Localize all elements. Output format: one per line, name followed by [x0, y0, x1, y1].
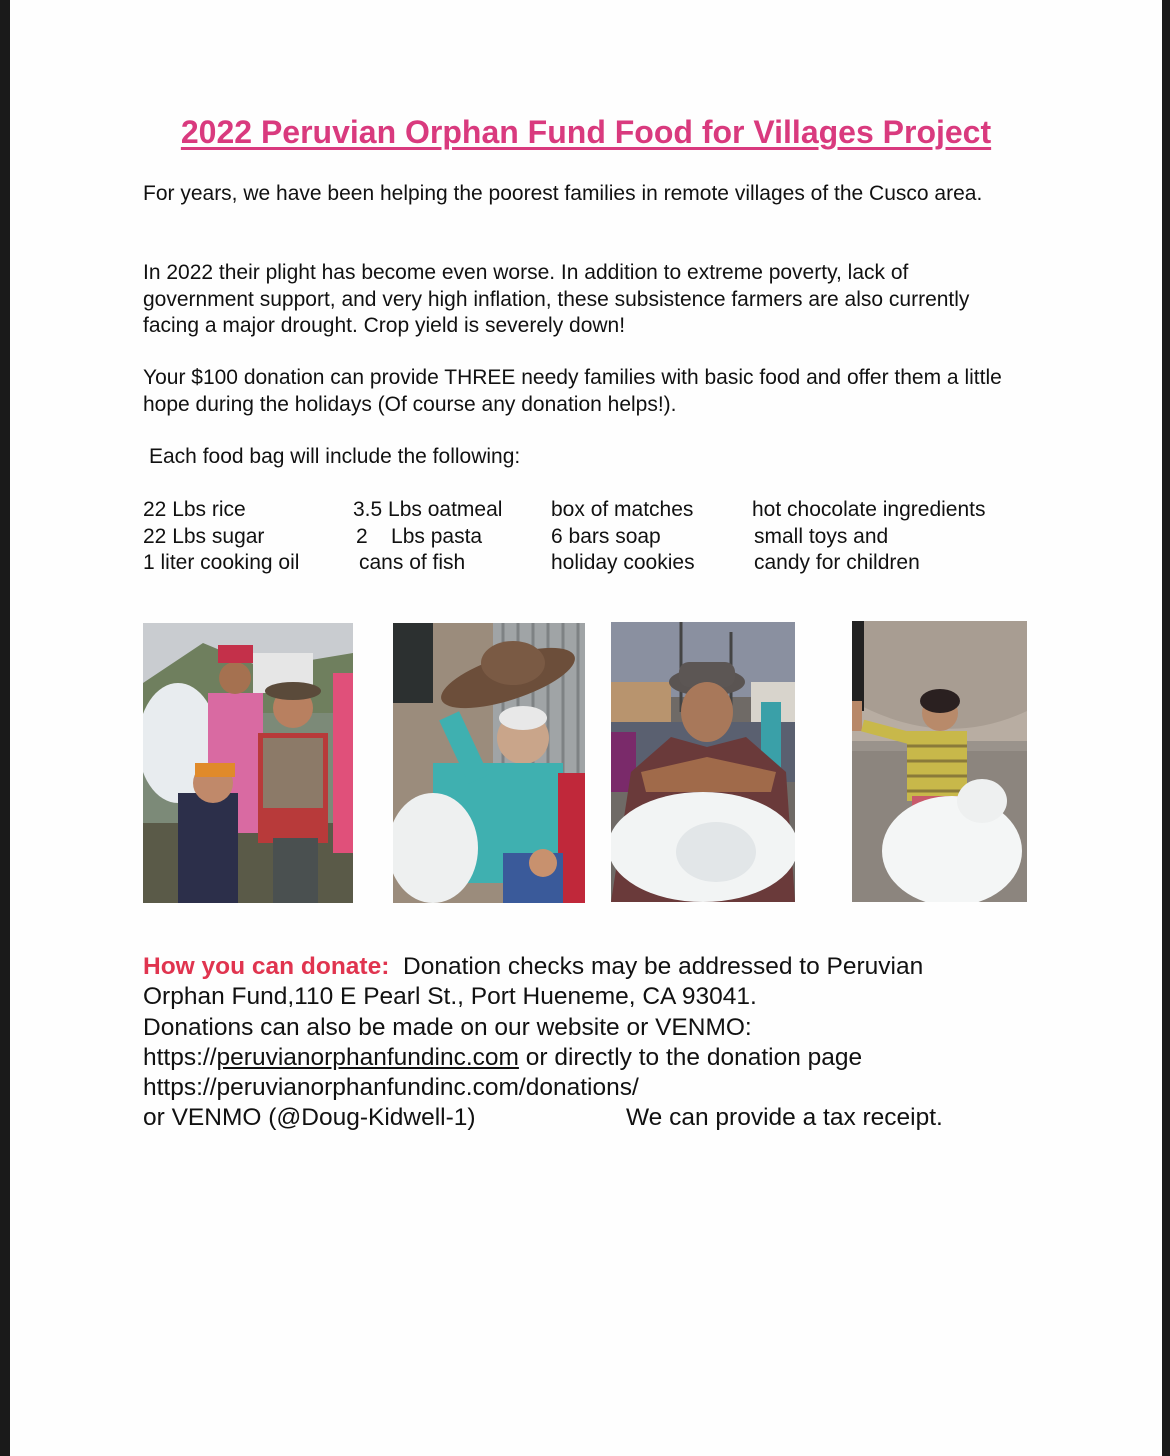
- donate-line: or directly to the donation page: [518, 1043, 863, 1071]
- photo-girl-with-food-bag: [852, 621, 1027, 902]
- photo-elderly-woman-waving-hat: [393, 623, 585, 903]
- photo-woman-holding-food-bag: [611, 622, 795, 902]
- food-item: cans of fish: [359, 551, 466, 574]
- food-bag-intro: Each food bag will include the following:: [149, 445, 521, 468]
- food-item: 3.5 Lbs oatmeal: [353, 498, 503, 521]
- page-title: 2022 Peruvian Orphan Fund Food for Villages Project: [180, 114, 992, 150]
- document-page: [10, 0, 1162, 1456]
- food-item: holiday cookies: [551, 551, 695, 574]
- food-item: box of matches: [551, 498, 694, 521]
- website-link[interactable]: peruvianorphanfundinc.com: [216, 1043, 519, 1071]
- food-item: 6 bars soap: [551, 524, 661, 548]
- food-item: 22 Lbs sugar: [143, 524, 265, 548]
- donate-line: Donations can also be made on our website or VENMO:: [143, 1013, 752, 1041]
- donate-heading: How you can donate:: [143, 953, 390, 980]
- food-item: 22 Lbs rice: [143, 498, 246, 521]
- venmo-handle: or VENMO (@Doug-Kidwell-1): [143, 1104, 476, 1132]
- intro-paragraph: For years, we have been helping the poorest families in remote villages of the Cusco area.: [143, 182, 983, 205]
- food-item: hot chocolate ingredients: [752, 498, 986, 521]
- photo-family-with-children: [143, 623, 353, 903]
- tax-receipt-note: We can provide a tax receipt.: [626, 1104, 943, 1132]
- food-item: candy for children: [754, 551, 920, 574]
- donation-info: [143, 952, 1043, 1134]
- food-item: 1 liter cooking oil: [143, 551, 300, 574]
- food-item: 2 Lbs pasta: [356, 524, 483, 548]
- donation-paragraph: Your $100 donation can provide THREE needy families with basic food and offer them a little hope during the holidays (Of course any donation helps!).: [143, 366, 1002, 416]
- donate-address: Orphan Fund,110 E Pearl St., Port Hueneme, CA 93041.: [143, 983, 757, 1011]
- donate-line: Donation checks may be addressed to Peruvian: [389, 953, 924, 980]
- url-prefix: https://: [143, 1043, 217, 1071]
- food-item: small toys and: [754, 524, 889, 548]
- donation-page-url: https://peruvianorphanfundinc.com/donations/: [143, 1074, 639, 1102]
- plight-paragraph: In 2022 their plight has become even worse. In addition to extreme poverty, lack of government support, and very high inflation, these subsistence farmers are also currently facing a major drought. Crop yield is severely down!: [143, 261, 970, 337]
